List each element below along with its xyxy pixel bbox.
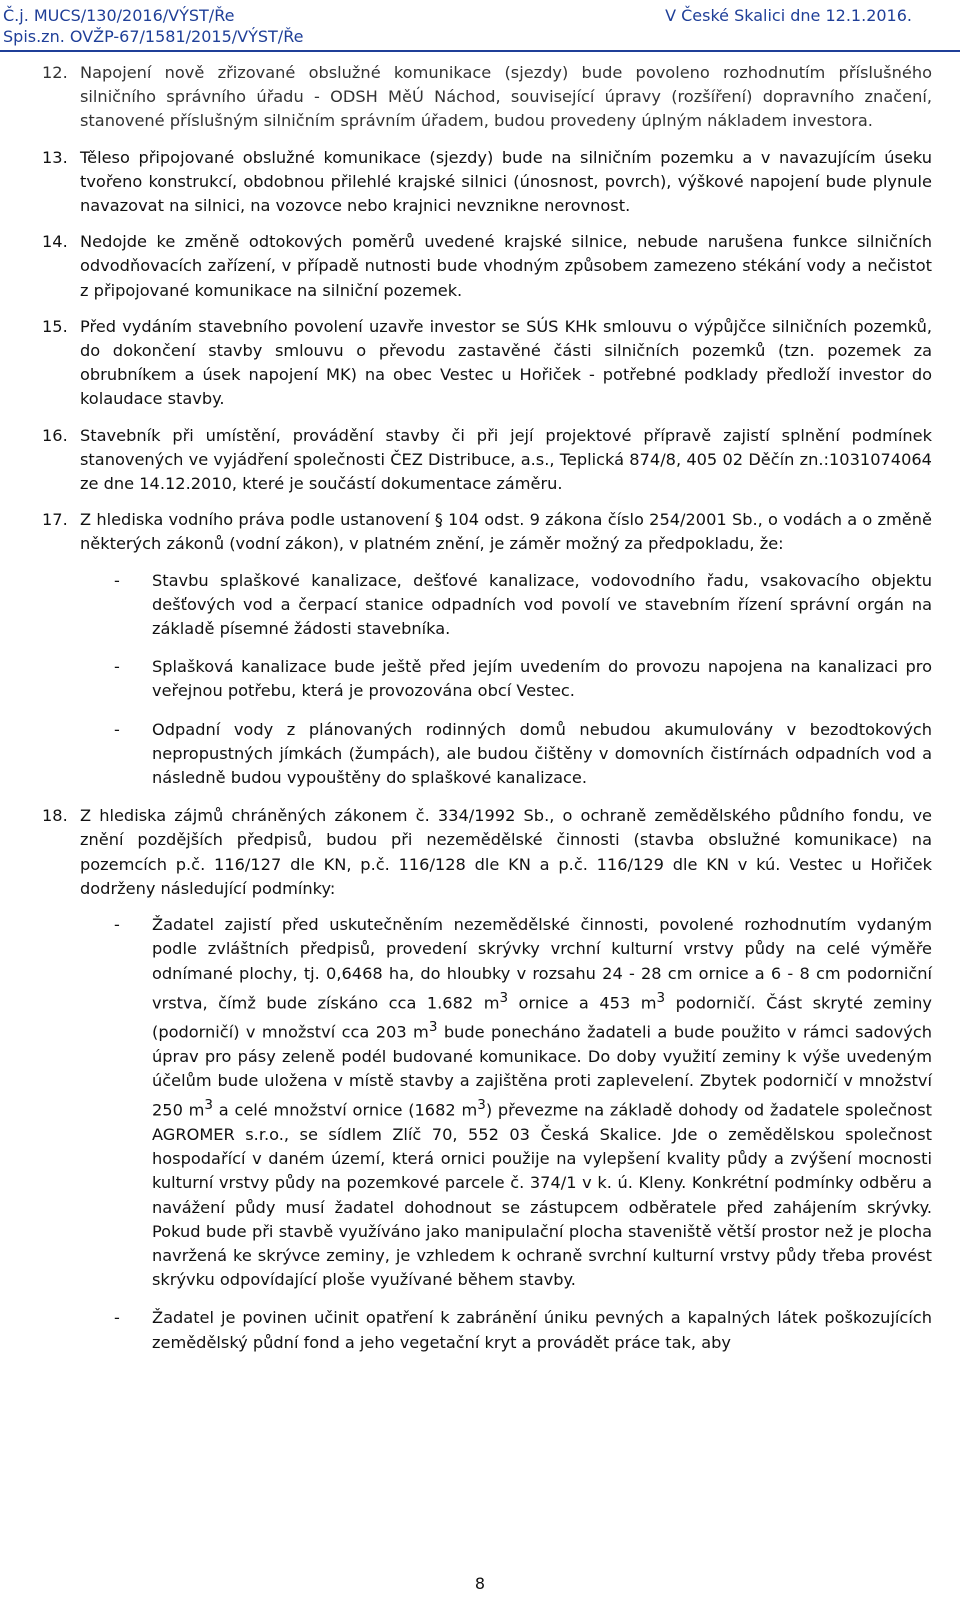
bullet-item	[80, 718, 932, 791]
condition-number: 15.	[42, 316, 68, 336]
condition-number: 12.	[42, 63, 68, 82]
document-body	[42, 61, 932, 1369]
bullet-dash: -	[114, 915, 120, 935]
bullet-item	[80, 913, 932, 1292]
page-number: 8	[474, 1574, 486, 1593]
condition-text: Stavebník při umístění, provádění stavby či při její projektové přípravě zajistí splnění podmínek stanovených ve vyjádření společnosti ČEZ Distribuce, a.s., Teplická 874/8, 405 02 Děčín zn.:1031074064 ze dne 14.12.2010, které je součástí dokumentace záměru.	[80, 425, 932, 494]
bullet-dash: -	[114, 719, 120, 739]
bullet-dash: -	[114, 657, 120, 677]
condition-text: Před vydáním stavebního povolení uzavře investor se SÚS KHk smlouvu o výpůjčce silničních pozemků, do dokončení stavby smlouvu o převodu zastavěné části silničních pozemků (tzn. pozemek za obrubníkem a úsek napojení MK) na obec Vestec u Hořiček - potřebné podklady předloží investor do kolaudace stavby.	[80, 316, 932, 409]
file-number: Spis.zn. OVŽP-67/1581/2015/VÝST/Ře	[3, 27, 304, 46]
condition-text: Těleso připojované obslužné komunikace (sjezdy) bude na silničním pozemku a v navazujícím úseku tvořeno konstrukcí, obdobnou přilehlé krajské silnici (únosnost, povrch), výškové napojení bude plynule navazovat na silnici, na vozovce nebo krajnici nevznikne nerovnost.	[80, 147, 932, 216]
bullet-text: Splašková kanalizace bude ještě před jejím uvedením do provozu napojena na kanalizaci pro veřejnou potřebu, která je provozována obcí Vestec.	[152, 657, 932, 701]
condition-number: 17.	[42, 510, 68, 530]
document-date: V České Skalici dne 12.1.2016.	[665, 6, 912, 25]
condition-18	[42, 804, 932, 901]
condition-12	[42, 61, 932, 134]
bullet-dash: -	[114, 570, 120, 590]
condition-text: Napojení nově zřizované obslužné komunikace (sjezdy) bude povoleno rozhodnutím příslušného silničního správního úřadu - ODSH MěÚ Náchod, související úpravy (rozšíření) dopravního značení, stanovené příslušným silničním správním úřadem, budou provedeny úplným nákladem investora.	[80, 63, 932, 131]
condition-number: 14.	[42, 232, 68, 252]
bullet-dash: -	[114, 1308, 120, 1328]
condition-13	[42, 146, 932, 219]
reference-number: Č.j. MUCS/130/2016/VÝST/Ře	[3, 6, 235, 25]
condition-14	[42, 230, 932, 303]
bullet-text: Odpadní vody z plánovaných rodinných domů nebudou akumulovány v bezodtokových nepropustných jímkách (žumpách), ale budou čištěny v domovních čistírnách odpadních vod a následně budou vypouštěny do splaškové kanalizace.	[152, 719, 932, 788]
bullet-item	[80, 569, 932, 642]
condition-number: 18.	[42, 806, 68, 826]
page-header	[0, 0, 960, 52]
condition-text: Z hlediska vodního práva podle ustanovení § 104 odst. 9 zákona číslo 254/2001 Sb., o vodách a o změně některých zákonů (vodní zákon), v platném znění, je záměr možný za předpokladu, že:	[80, 510, 932, 554]
bullet-item	[80, 655, 932, 703]
condition-number: 16.	[42, 425, 68, 445]
condition-16	[42, 424, 932, 497]
condition-text: Nedojde ke změně odtokových poměrů uvedené krajské silnice, nebude narušena funkce silničních odvodňovacích zařízení, v případě nutnosti bude vhodným způsobem zamezeno stékání vody a nečistot z připojované komunikace na silniční pozemek.	[80, 232, 932, 300]
condition-17	[42, 508, 932, 556]
bullet-text: Žadatel je povinen učinit opatření k zabránění úniku pevných a kapalných látek poškozujících zemědělský půdní fond a jeho vegetační kryt a provádět práce tak, aby	[152, 1308, 932, 1352]
bullet-item	[80, 1306, 932, 1354]
bullet-text: Stavbu splaškové kanalizace, dešťové kanalizace, vodovodního řadu, vsakovacího objektu dešťových vod a čerpací stanice odpadních vod povolí ve stavebním řízení správní orgán na základě písemné žádosti stavebníka.	[152, 570, 932, 639]
condition-text: Z hlediska zájmů chráněných zákonem č. 334/1992 Sb., o ochraně zemědělského půdního fondu, ve znění pozdějších předpisů, budou při nezemědělské činnosti (stavba obslužné komunikace) na pozemcích p.č. 116/127 dle KN, p.č. 116/128 dle KN a p.č. 116/129 dle KN v kú. Vestec u Hořiček dodrženy následující podmínky:	[80, 806, 932, 898]
bullet-text: Žadatel zajistí před uskutečněním nezemědělské činnosti, povolené rozhodnutím vydaným podle zvláštních předpisů, provedení skrývky vrchní kulturní vrstvy půdy na celé výměře odnímané plochy, tj. 0,6468 ha, do hloubky v rozsahu 24 - 28 cm ornice a 6 - 8 cm podorniční vrstva, čímž bude získáno cca 1.682 $m^3$ ornice a 453 $m^3$ podorničí. Část skryté zeminy (podorničí) v množství cca 203 $m^3$ bude ponecháno žadateli a bude použito v rámci sadových úprav pro pásy zeleně podél budované komunikace. Do doby využití zeminy k výše uvedeným účelům bude uložena v místě stavby a zajištěna proti zaplevelení. Zbytek podorničí v množství 250 $m^3$ a celé množství ornice (1682 $m^3$) převezme na základě dohody od žadatele společnost AGROMER s.r.o., se sídlem Zlíč 70, 552 03 Česká Skalice. Jde o zemědělskou společnost hospodařící v daném území, která ornici použije na vylepšení kvality půdy a zvýšení mocnosti kulturní vrstvy půdy na pozemkové parcele č. 374/1 v k. ú. Kleny. Konkrétní podmínky odběru a navážení půdy musí žadatel dohodnout se zástupcem odběratele před zahájením skrývky. Pokud bude při stavbě využíváno jako manipulační plocha staveniště větší prostor než je plocha navržená ke skrývce zeminy, je vzhledem k ochraně svrchní kulturní vrstvy půdy třeba provést skrývku odpovídající ploše využívané během stavby.	[152, 915, 932, 1290]
condition-number: 13.	[42, 147, 68, 167]
condition-15	[42, 315, 932, 412]
